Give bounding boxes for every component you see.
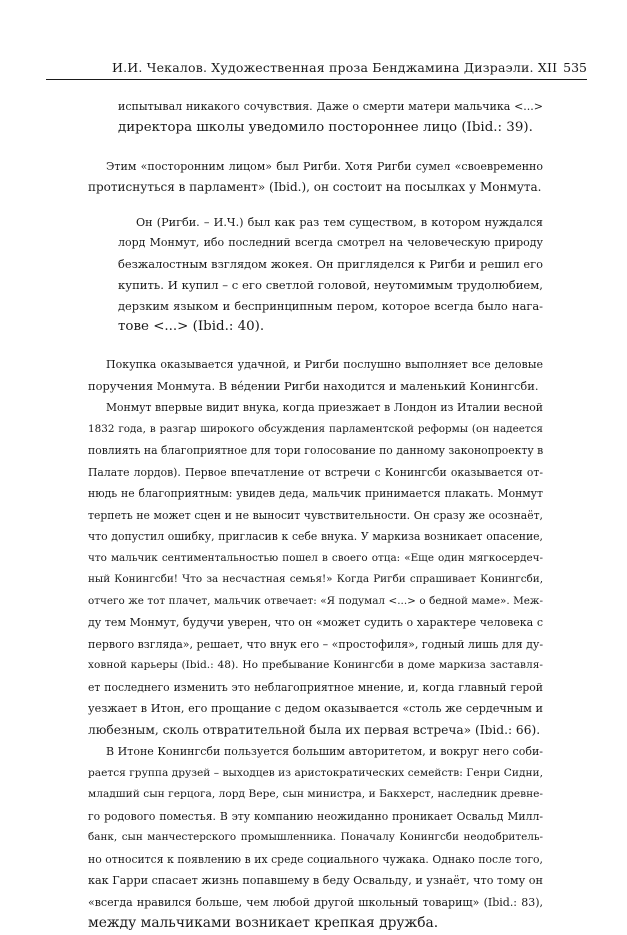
text-line: купить. И купил – с его светлой головой, неутомимым трудолюбием, — [118, 277, 543, 292]
text-line: протиснуться в парламент» (Ibid.), он состоит на посылках у Монмута. — [88, 180, 542, 195]
text-line: лорд Монмут, ибо последний всегда смотрел на человеческую природу — [118, 236, 543, 250]
page-body — [88, 97, 543, 935]
text-line: нюдь не благоприятным: увидев деда, мальчик принимается плакать. Монмут — [88, 487, 543, 501]
paragraph-3 — [88, 397, 543, 741]
text-line: Покупка оказывается удачной, и Ригби послушно выполняет все деловые — [106, 358, 543, 372]
paragraph-1 — [88, 156, 543, 199]
text-line: ховной карьеры (Ibid.: 48). Но пребывание Конингсби в доме маркиза заставля- — [88, 659, 543, 672]
text-line: го родового поместья. В эту компанию неожиданно проникает Освальд Милл- — [88, 809, 543, 823]
text-line: ет последнего изменить это неблагоприятное мнение, и, когда главный герой — [88, 680, 543, 694]
text-line: ный Конингсби! Что за несчастная семья!» Когда Ригби спрашивает Конингсби, — [88, 573, 543, 586]
block-quote-1 — [118, 97, 543, 139]
text-line: 1832 года, в разгар широкого обсуждения парламентской реформы (он надеется — [88, 422, 543, 435]
text-line: испытывал никакого сочувствия. Даже о смерти матери мальчика <...> — [118, 100, 543, 113]
text-line: младший сын герцога, лорд Вере, сын министра, и Бакхерст, наследник древне- — [88, 788, 543, 801]
text-line: Этим «посторонним лицом» был Ригби. Хотя Ригби сумел «своевременно — [106, 159, 543, 173]
text-line: между мальчиками возникает крепкая дружба. — [88, 915, 439, 932]
text-line: рается группа друзей – выходцев из аристократических семейств: Генри Сидни, — [88, 766, 543, 779]
text-line: безжалостным взглядом жокея. Он пригляделся к Ригби и решил его — [118, 257, 543, 272]
text-line: Он (Ригби. – И.Ч.) был как раз тем существом, в котором нуждался — [136, 215, 543, 229]
block-quote-2 — [118, 213, 543, 338]
header-rule — [46, 79, 587, 80]
text-line: банк, сын манчестерского промышленника. Поначалу Конингсби неодобритель- — [88, 831, 543, 844]
text-line: отчего же тот плачет, мальчик отвечает: «Я подумал <...> о бедной маме». Меж- — [88, 594, 543, 607]
text-line: уезжает в Итон, его прощание с дедом оказывается «столь же сердечным и — [88, 702, 543, 716]
text-line: поручения Монмута. В вéдении Ригби находится и маленький Конингсби. — [88, 378, 539, 393]
text-line: что мальчик сентиментальностью пошел в своего отца: «Еще один мягкосердеч- — [88, 551, 543, 564]
paragraph-2 — [88, 354, 543, 397]
text-line: терпеть не может сцен и не выносит чувствительности. Он сразу же осознаёт, — [88, 508, 543, 522]
text-line: тове <...> (Ibid.: 40). — [118, 318, 265, 334]
text-line: дерзким языком и беспринципным пером, которое всегда было нага- — [118, 298, 543, 313]
text-line: В Итоне Конингсби пользуется большим авторитетом, и вокруг него соби- — [106, 745, 543, 759]
paragraph-4 — [88, 741, 543, 935]
text-line: Монмут впервые видит внука, когда приезжает в Лондон из Италии весной — [106, 401, 543, 415]
text-line: первого взгляда», решает, что внук его – «простофиля», годный лишь для ду- — [88, 637, 544, 651]
page-number: 535 — [563, 60, 587, 75]
text-line: «всегда нравился больше, чем любой другой школьный товарищ» (Ibid.: 83), — [88, 895, 543, 909]
running-title: И.И. Чекалов. Художественная проза Бенджамина Дизраэли. XII — [112, 60, 558, 75]
text-line: как Гарри спасает жизнь попавшему в беду Освальду, и узнаёт, что тому он — [88, 874, 543, 888]
text-line: что допустил ошибку, пригласив к себе внука. У маркиза возникает опасение, — [88, 530, 543, 544]
text-line: Палате лордов). Первое впечатление от встречи с Конингсби оказывается от- — [88, 465, 543, 479]
text-line: ду тем Монмут, будучи уверен, что он «может судить о характере человека с — [88, 616, 543, 630]
text-line: но относится к появлению в их среде социального чужака. Однако после того, — [88, 852, 543, 866]
text-line: директора школы уведомило постороннее лицо (Ibid.: 39). — [118, 119, 533, 135]
text-line: повлиять на благоприятное для тори голосование по данному законопроекту в — [88, 444, 544, 458]
text-line: любезным, сколь отвратительной была их первая встреча» (Ibid.: 66). — [88, 722, 541, 737]
